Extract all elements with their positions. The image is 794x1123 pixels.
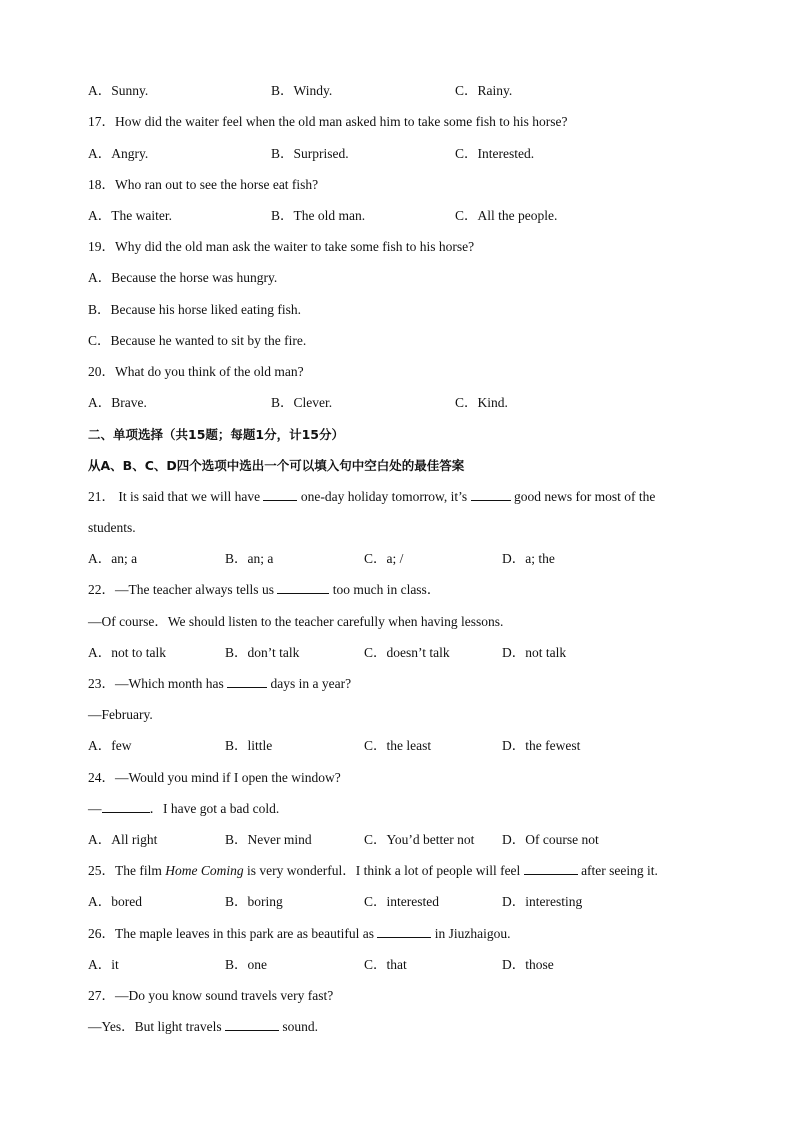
option-c: C．the least bbox=[364, 738, 432, 753]
q22-text-b: too much in class． bbox=[332, 582, 441, 597]
option-b: B．Surprised. bbox=[271, 146, 349, 161]
option-a: A．Brave. bbox=[88, 395, 147, 410]
answer-blank bbox=[227, 675, 267, 688]
answer-blank bbox=[102, 800, 150, 813]
option-a: A．few bbox=[88, 738, 132, 753]
section-instruction: 从A、B、C、D四个选项中选出一个可以填入句中空白处的最佳答案 bbox=[88, 458, 465, 473]
q24-reply-b: ．I have got a bad cold. bbox=[149, 801, 280, 816]
option-a: A．bored bbox=[88, 894, 142, 909]
q23-text-b: days in a year? bbox=[270, 676, 352, 691]
option-c: C．You’d better not bbox=[364, 832, 475, 847]
q17-stem: 17．How did the waiter feel when the old man asked him to take some fish to his horse? bbox=[88, 114, 568, 129]
q25-stem bbox=[88, 862, 658, 880]
option-c: C．that bbox=[364, 957, 407, 972]
option-b: B．Windy. bbox=[271, 83, 333, 98]
option-a: A．Angry. bbox=[88, 146, 149, 161]
q22-text-a: 22．—The teacher always tells us bbox=[88, 582, 274, 597]
option-d: D．the fewest bbox=[502, 738, 581, 753]
option-c: C．All the people. bbox=[455, 208, 558, 223]
q26-stem bbox=[88, 925, 511, 943]
q24-reply-a: — bbox=[88, 801, 102, 816]
option-d: D．interesting bbox=[502, 894, 583, 909]
answer-blank bbox=[263, 488, 297, 501]
q23-stem bbox=[88, 675, 351, 693]
answer-blank bbox=[471, 488, 511, 501]
q23-reply: —February. bbox=[88, 707, 153, 722]
q21-text-a: 21． It is said that we will have bbox=[88, 489, 261, 504]
option-b: B．The old man. bbox=[271, 208, 366, 223]
q26-text-a: 26．The maple leaves in this park are as beautiful as bbox=[88, 926, 375, 941]
option-c: C．Rainy. bbox=[455, 83, 513, 98]
q19-option-c: C．Because he wanted to sit by the fire. bbox=[88, 333, 307, 348]
q21-text-b: one-day holiday tomorrow, it’s bbox=[300, 489, 468, 504]
q19-option-a: A．Because the horse was hungry. bbox=[88, 270, 278, 285]
q21-stem bbox=[88, 488, 655, 506]
option-a: A．not to talk bbox=[88, 645, 166, 660]
option-a: A．it bbox=[88, 957, 119, 972]
option-b: B．an; a bbox=[225, 551, 274, 566]
option-c: C．a; / bbox=[364, 551, 404, 566]
option-d: D．Of course not bbox=[502, 832, 599, 847]
option-a: A．The waiter. bbox=[88, 208, 172, 223]
q25-text-a: 25．The film bbox=[88, 863, 162, 878]
option-b: B．Never mind bbox=[225, 832, 312, 847]
q19-stem: 19．Why did the old man ask the waiter to take some fish to his horse? bbox=[88, 239, 475, 254]
q27-reply-b: sound. bbox=[282, 1019, 319, 1034]
q19-option-b: B．Because his horse liked eating fish. bbox=[88, 302, 301, 317]
q18-stem: 18．Who ran out to see the horse eat fish? bbox=[88, 177, 319, 192]
option-d: D．a; the bbox=[502, 551, 555, 566]
option-d: D．those bbox=[502, 957, 554, 972]
answer-blank bbox=[377, 925, 431, 938]
option-a: A．All right bbox=[88, 832, 158, 847]
option-b: B．Clever. bbox=[271, 395, 333, 410]
film-title: Home Coming bbox=[165, 863, 244, 878]
q22-stem bbox=[88, 581, 440, 599]
q27-reply bbox=[88, 1018, 318, 1036]
option-b: B．don’t talk bbox=[225, 645, 300, 660]
q26-text-b: in Jiuzhaigou. bbox=[434, 926, 511, 941]
q24-stem: 24．—Would you mind if I open the window? bbox=[88, 770, 341, 785]
answer-blank bbox=[277, 581, 329, 594]
option-c: C．interested bbox=[364, 894, 439, 909]
q23-text-a: 23．—Which month has bbox=[88, 676, 224, 691]
option-b: B．one bbox=[225, 957, 267, 972]
option-c: C．Kind. bbox=[455, 395, 508, 410]
q20-stem: 20．What do you think of the old man? bbox=[88, 364, 304, 379]
q22-reply: —Of course．We should listen to the teacher carefully when having lessons. bbox=[88, 614, 504, 629]
option-d: D．not talk bbox=[502, 645, 567, 660]
q27-stem: 27．—Do you know sound travels very fast? bbox=[88, 988, 334, 1003]
option-a: A．Sunny. bbox=[88, 83, 149, 98]
section-title: 二、单项选择（共15题；每题1分，计15分） bbox=[88, 427, 344, 442]
answer-blank bbox=[225, 1018, 279, 1031]
q24-reply bbox=[88, 800, 279, 818]
option-b: B．little bbox=[225, 738, 273, 753]
q25-text-b: is very wonderful．I think a lot of people will feel bbox=[247, 863, 521, 878]
option-a: A．an; a bbox=[88, 551, 138, 566]
option-c: C．Interested. bbox=[455, 146, 535, 161]
option-b: B．boring bbox=[225, 894, 283, 909]
q27-reply-a: —Yes．But light travels bbox=[88, 1019, 222, 1034]
q25-text-c: after seeing it. bbox=[581, 863, 658, 878]
answer-blank bbox=[524, 862, 578, 875]
option-c: C．doesn’t talk bbox=[364, 645, 450, 660]
q21-text-c: good news for most of the bbox=[513, 489, 656, 504]
q21-stem-continued: students. bbox=[88, 520, 136, 535]
